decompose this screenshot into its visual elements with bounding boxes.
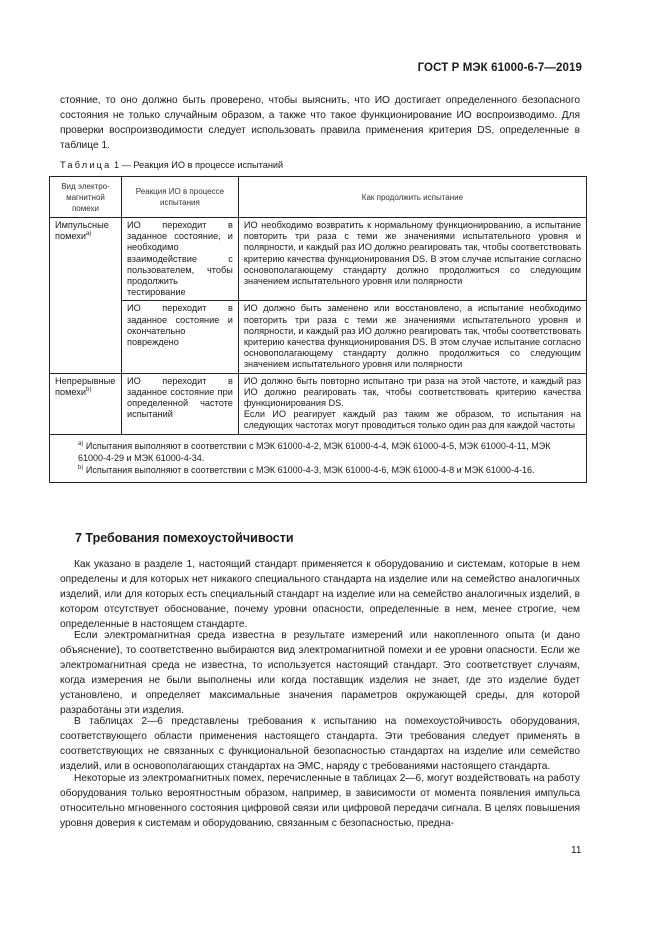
action-cell: ИО необходимо возвратить к нормальному функционированию, а испытание повторить три раза с теми же значениями испытательного уровня и полярности, и каждый раз ИО должно реагировать так, чтобы соответствовать критерию качества функционирования DS. В этом случае испытание согласно основополагающему стандарту должно продолжиться со следующим значением испытательного уровня или полярности: [238, 218, 586, 301]
reaction-cell: ИО переходит в заданное состояние при определенной частоте испытаний: [121, 373, 238, 434]
disturbance-type-cell: [50, 218, 122, 374]
action-text-continued: Если ИО реагирует каждый раз таким же образом, то испытания на следующих частотах могут проводиться только один раз для каждой частоты: [243, 409, 581, 431]
reaction-table: [49, 176, 587, 483]
table-row: [50, 373, 587, 434]
table-notes: [50, 434, 587, 482]
footnote-mark: a): [78, 440, 84, 447]
document-header: ГОСТ Р МЭК 61000-6-7—2019: [417, 62, 582, 74]
body-paragraph: Как указано в разделе 1, настоящий стандарт применяется к оборудованию и системам, которые в нем определены и для которых нет никакого специального стандарта на изделие или на семейство аналогичных изделий, или для которых есть специальный стандарт на изделие или на семейство аналогичных изделий, в котором отсутствует обоснование, почему уровни опасности, определенные в нем, менее строгие, чем определенные в настоящем стандарте.: [60, 559, 580, 630]
body-paragraph: Если электромагнитная среда известна в результате измерений или накопленного опыта (и дано объяснение), то соответственно выбираются вид электромагнитной помехи и ее уровни опасности. Если же электромагнитная среда не известна, то используется настоящий стандарт. Это соответствует случаям, когда измерения не были выполнены или когда поставщик изделия не знает, где это изделие будет установлено, и определяет максимальные значения параметров окружающей среды, для которой разработаны эти изделия.: [60, 630, 580, 716]
disturbance-type-label: Непрерывные помехи: [55, 375, 116, 397]
header-how-to-continue: Как продолжить испытание: [238, 177, 586, 218]
reaction-cell: ИО переходит в заданное состояние, и необходимо взаимодействие с пользователем, чтобы продолжить тестирование: [121, 218, 238, 301]
header-disturbance-type: Вид электро-магнитной помехи: [50, 177, 122, 218]
table-caption-text: 1 — Реакция ИО в процессе испытаний: [114, 160, 284, 170]
table-caption-label: Таблица: [60, 160, 112, 170]
footnote-b: [56, 464, 578, 476]
section-title: 7 Требования помехоустойчивости: [75, 531, 294, 545]
header-eut-reaction: Реакция ИО в процессе испытания: [121, 177, 238, 218]
footnote-text: Испытания выполняют в соответствии с МЭК 61000-4-2, МЭК 61000-4-4, МЭК 61000-4-5, МЭК 61000-4-11, МЭК 61000-4-29 и МЭК 61000-4-34.: [78, 440, 551, 463]
disturbance-type-label: Импульсные помехи: [55, 220, 109, 242]
footnote-mark: b): [78, 464, 84, 471]
table-header-row: [50, 177, 587, 218]
body-paragraph: Некоторые из электромагнитных помех, перечисленные в таблицах 2—6, могут воздействовать на работу оборудования только вероятностным образом, например, в зависимости от момента появления импульса относительно мгновенного состояния цифровой связи или цифровой передачи сигнала. В целях повышения уровня доверия к системам и оборудованию, связанным с безопасностью, предна-: [60, 773, 580, 829]
footnote-mark: a): [86, 231, 92, 238]
reaction-cell: ИО переходит в заданное состояние и окончательно повреждено: [121, 301, 238, 373]
table-caption: [60, 160, 283, 170]
action-cell: [238, 373, 586, 434]
footnote-mark: b): [86, 386, 92, 393]
page-number: 11: [571, 845, 582, 856]
footnote-a: [56, 440, 578, 464]
footnote-text: Испытания выполняют в соответствии с МЭК 61000-4-3, МЭК 61000-4-6, МЭК 61000-4-8 и МЭК 61000-4-16.: [85, 464, 535, 475]
body-paragraph: В таблицах 2—6 представлены требования к испытанию на помехоустойчивость оборудования, соответствующего области применения настоящего стандарта. Эти требования следует применять в соответствующих не связанных с функциональной безопасностью стандартах на изделие или семейство изделий, или в основополагающих стандартах на ЭМС, наряду с требованиями настоящего стандарта.: [60, 716, 580, 772]
table-row: [50, 218, 587, 301]
action-cell: ИО должно быть заменено или восстановлено, а испытание необходимо повторить три раза с теми же значениями испытательного уровня и полярности, и каждый раз ИО должно реагировать так, чтобы соответствовать критерию качества функционирования DS. В этом случае испытание согласно основополагающему стандарту должно продолжиться со следующим значением испытательного уровня или полярности: [238, 301, 586, 373]
intro-paragraph: стояние, то оно должно быть проверено, чтобы выяснить, что ИО достигает определенного безопасного состояния не только случайным образом, а также что такое функционирование ИО воспроизводимо. Для проверки воспроизводимости следует использовать правила применения критерия DS, определенные в таблице 1.: [60, 95, 580, 151]
disturbance-type-cell: [50, 373, 122, 434]
action-text: ИО должно быть повторно испытано три раза на этой частоте, и каждый раз ИО должно реагировать так, чтобы соответствовать критерию качества функционирования DS.: [243, 375, 581, 409]
table-notes-row: [50, 434, 587, 482]
table-row: [50, 301, 587, 373]
